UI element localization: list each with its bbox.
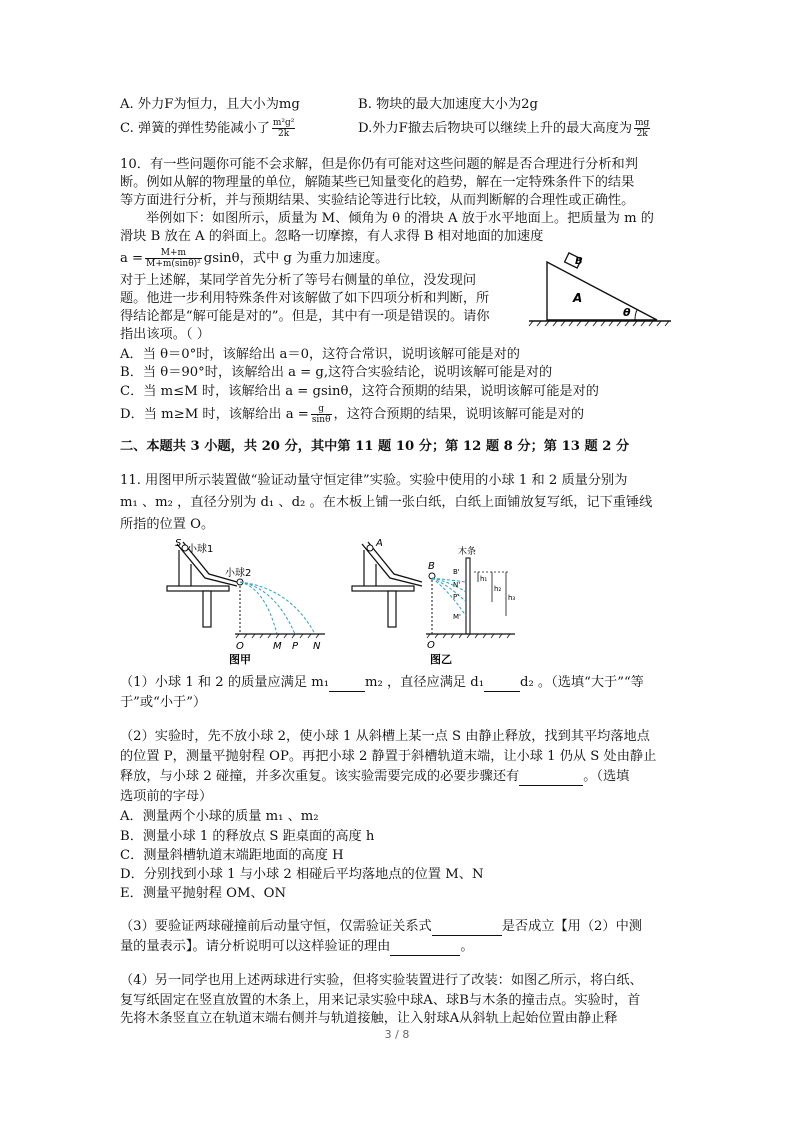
q11-part2-option-c: C．测量斜槽轨道末端距地面的高度 H bbox=[120, 848, 344, 863]
label-mp: M' bbox=[453, 613, 461, 621]
q10-option-b: B．当 θ＝90°时，该解给出 a = g,这符合实验结论，说明该解可能是对的 bbox=[120, 365, 553, 380]
label-h3: h₃ bbox=[508, 594, 516, 602]
label-pp: P' bbox=[453, 593, 460, 601]
q10-line-1: 10．有一些问题你可能不会求解，但是你仍有可能对这些问题的解是否合理进行分析和判 bbox=[120, 157, 638, 172]
label-np: N' bbox=[453, 581, 461, 589]
q11-part1-line1: （1）小球 1 和 2 的质量应满足 m₁ m₂ ，直径应满足 d₁ d₂ 。（选填“大于”“等 bbox=[120, 675, 644, 690]
q9-option-d: D.外力F撤去后物块可以继续上升的最大高度为 $\frac{mg}{2k}$ bbox=[358, 118, 650, 139]
label-o2: O bbox=[427, 640, 435, 651]
q11-part2-line4: 选项前的字母） bbox=[120, 789, 213, 804]
caption-jia: 图甲 bbox=[229, 653, 251, 666]
label-h2: h₂ bbox=[494, 585, 502, 593]
q10-line-10: 指出该项。（ ） bbox=[120, 327, 210, 342]
q10-line-3: 等方面进行分析，并与预期结果、实验结论等进行比较，从而判断解的合理性或正确性。 bbox=[120, 193, 635, 208]
fraction: $\frac{M+m}{\text{M+m(sinθ)²}}$ bbox=[146, 248, 201, 269]
q11-part2-line2: 的位置 P，测量平抛射程 OP。再把小球 2 静置于斜槽轨道末端，让小球 1 仍从 S 处由静止 bbox=[120, 749, 657, 764]
q10-line-2: 断。例如从解的物理量的单位，解随某些已知量变化的趋势，解在一定特殊条件下的结果 bbox=[120, 175, 635, 190]
q11-part2-option-a: A．测量两个小球的质量 m₁ 、m₂ bbox=[120, 809, 319, 824]
label-a: A bbox=[573, 291, 583, 305]
wedge-a bbox=[547, 262, 657, 320]
q10-formula: a = $\frac{M+m}{\text{M+m(sinθ)²}}$ gsinθ，式中 g 为重力加速度。 bbox=[120, 248, 389, 269]
answer-blank[interactable] bbox=[432, 921, 502, 936]
section-heading: 二、本题共 3 小题，共 20 分，其中第 11 题 10 分；第 12 题 8 分；第 13 题 2 分 bbox=[120, 439, 630, 454]
q11-line-3: 所指的位置 O。 bbox=[120, 517, 215, 532]
label-ball1: 小球1 bbox=[187, 544, 214, 555]
answer-blank[interactable] bbox=[329, 677, 365, 692]
label-wood: 木条 bbox=[458, 547, 477, 557]
page-number: 3 / 8 bbox=[384, 1028, 410, 1041]
label-s: S bbox=[175, 538, 182, 549]
fraction: $\frac{g}{\sin\theta}$ bbox=[311, 404, 331, 425]
figure-jia bbox=[165, 536, 335, 666]
q11-part2-line1: （2）实验时，先不放小球 2，使小球 1 从斜槽上某一点 S 由静止释放，找到其平均落地点 bbox=[120, 729, 650, 744]
q9-option-b: B. 物块的最大加速度大小为2g bbox=[358, 97, 538, 112]
q11-part3-line1: （3）要验证两球碰撞前后动量守恒，仅需验证关系式 是否成立【用（2）中测 bbox=[120, 919, 642, 934]
q11-line-2: m₁ 、m₂ ，直径分别为 d₁ 、d₂ 。在木板上铺一张白纸，白纸上面铺放复写纸，记下重锤线 bbox=[120, 495, 653, 510]
q11-part2-option-d: D．分别找到小球 1 与小球 2 相碰后平均落地点的位置 M、N bbox=[120, 867, 484, 882]
q11-part2-option-e: E．测量平抛射程 OM、ON bbox=[120, 886, 286, 901]
fraction: $\frac{mg}{2k}$ bbox=[635, 118, 650, 139]
q10-line-8: 题。他进一步利用特殊条件对该解做了如下四项分析和判断，所 bbox=[120, 291, 490, 306]
answer-blank[interactable] bbox=[390, 941, 460, 956]
q10-option-a: A．当 θ＝0°时，该解给出 a＝0，这符合常识，说明该解可能是对的 bbox=[120, 347, 520, 362]
label-h1: h₁ bbox=[480, 575, 488, 583]
fraction: $\frac{\text{m²g²}}{2k}$ bbox=[272, 118, 295, 139]
label-theta: θ bbox=[623, 306, 631, 319]
answer-blank[interactable] bbox=[484, 677, 520, 692]
answer-blank[interactable] bbox=[519, 771, 583, 786]
wedge-figure bbox=[525, 248, 675, 328]
label-p: P bbox=[292, 641, 299, 652]
q9-option-a: A. 外力F为恒力，且大小为mg bbox=[120, 97, 300, 112]
q11-part2-line3: 释放，与小球 2 碰撞，并多次重复。该实验需要完成的必要步骤还有 。（选填 bbox=[120, 769, 630, 784]
q10-line-5: 滑块 B 放在 A 的斜面上。忽略一切摩擦，有人求得 B 相对地面的加速度 bbox=[120, 229, 544, 244]
q10-line-4: 举例如下：如图所示，质量为 M、倾角为 θ 的滑块 A 放于水平地面上。把质量为 m 的 bbox=[146, 211, 654, 226]
label-bp: B' bbox=[453, 568, 460, 576]
q9-option-c: C. 弹簧的弹性势能减小了 $\frac{\text{m²g²}}{2k}$ bbox=[120, 118, 295, 139]
label-n: N bbox=[313, 641, 321, 652]
figure-yi bbox=[350, 536, 525, 666]
label-b-ball: B bbox=[428, 561, 435, 572]
q10-line-7: 对于上述解，某同学首先分析了等号右侧量的单位，没发现问 bbox=[120, 273, 477, 288]
q10-option-d: D．当 m≥M 时，该解给出 a = $\frac{g}{\sin\theta}$ ，这符合预期的结果，说明该解可能是对的 bbox=[120, 404, 585, 425]
label-ball2: 小球2 bbox=[225, 568, 252, 579]
q11-part3-line2: 量的量表示】。请分析说明可以这样验证的理由 。 bbox=[120, 939, 474, 954]
label-o: O bbox=[236, 641, 244, 652]
label-b: B bbox=[575, 256, 583, 267]
caption-yi: 图乙 bbox=[430, 653, 452, 666]
q11-part1-line2: 于”或“小于”） bbox=[120, 695, 207, 710]
q10-option-c: C．当 m≤M 时，该解给出 a = gsinθ，这符合预期的结果，说明该解可能是对的 bbox=[120, 384, 599, 399]
label-a-ball: A bbox=[376, 538, 383, 549]
q11-part4-line2: 复写纸固定在竖直放置的木条上，用来记录实验中球A、球B与木条的撞击点。实验时，首 bbox=[120, 993, 641, 1008]
q11-part4-line1: （4）另一同学也用上述两球进行实验，但将实验装置进行了改装：如图乙所示，将白纸、 bbox=[120, 973, 643, 988]
ground-hatch bbox=[529, 321, 669, 326]
q11-part2-option-b: B．测量小球 1 的释放点 S 距桌面的高度 h bbox=[120, 829, 375, 844]
q10-line-9: 得结论都是“解可能是对的”。但是，其中有一项是错误的。请你 bbox=[120, 309, 490, 324]
q11-line-1: 11. 用图甲所示装置做“验证动量守恒定律”实验。实验中使用的小球 1 和 2 质量分别为 bbox=[120, 473, 628, 488]
q11-part4-line3: 先将木条竖直立在轨道末端右侧并与轨道接触，让入射球A从斜轨上起始位置由静止释 bbox=[120, 1011, 618, 1026]
label-m: M bbox=[273, 641, 282, 652]
